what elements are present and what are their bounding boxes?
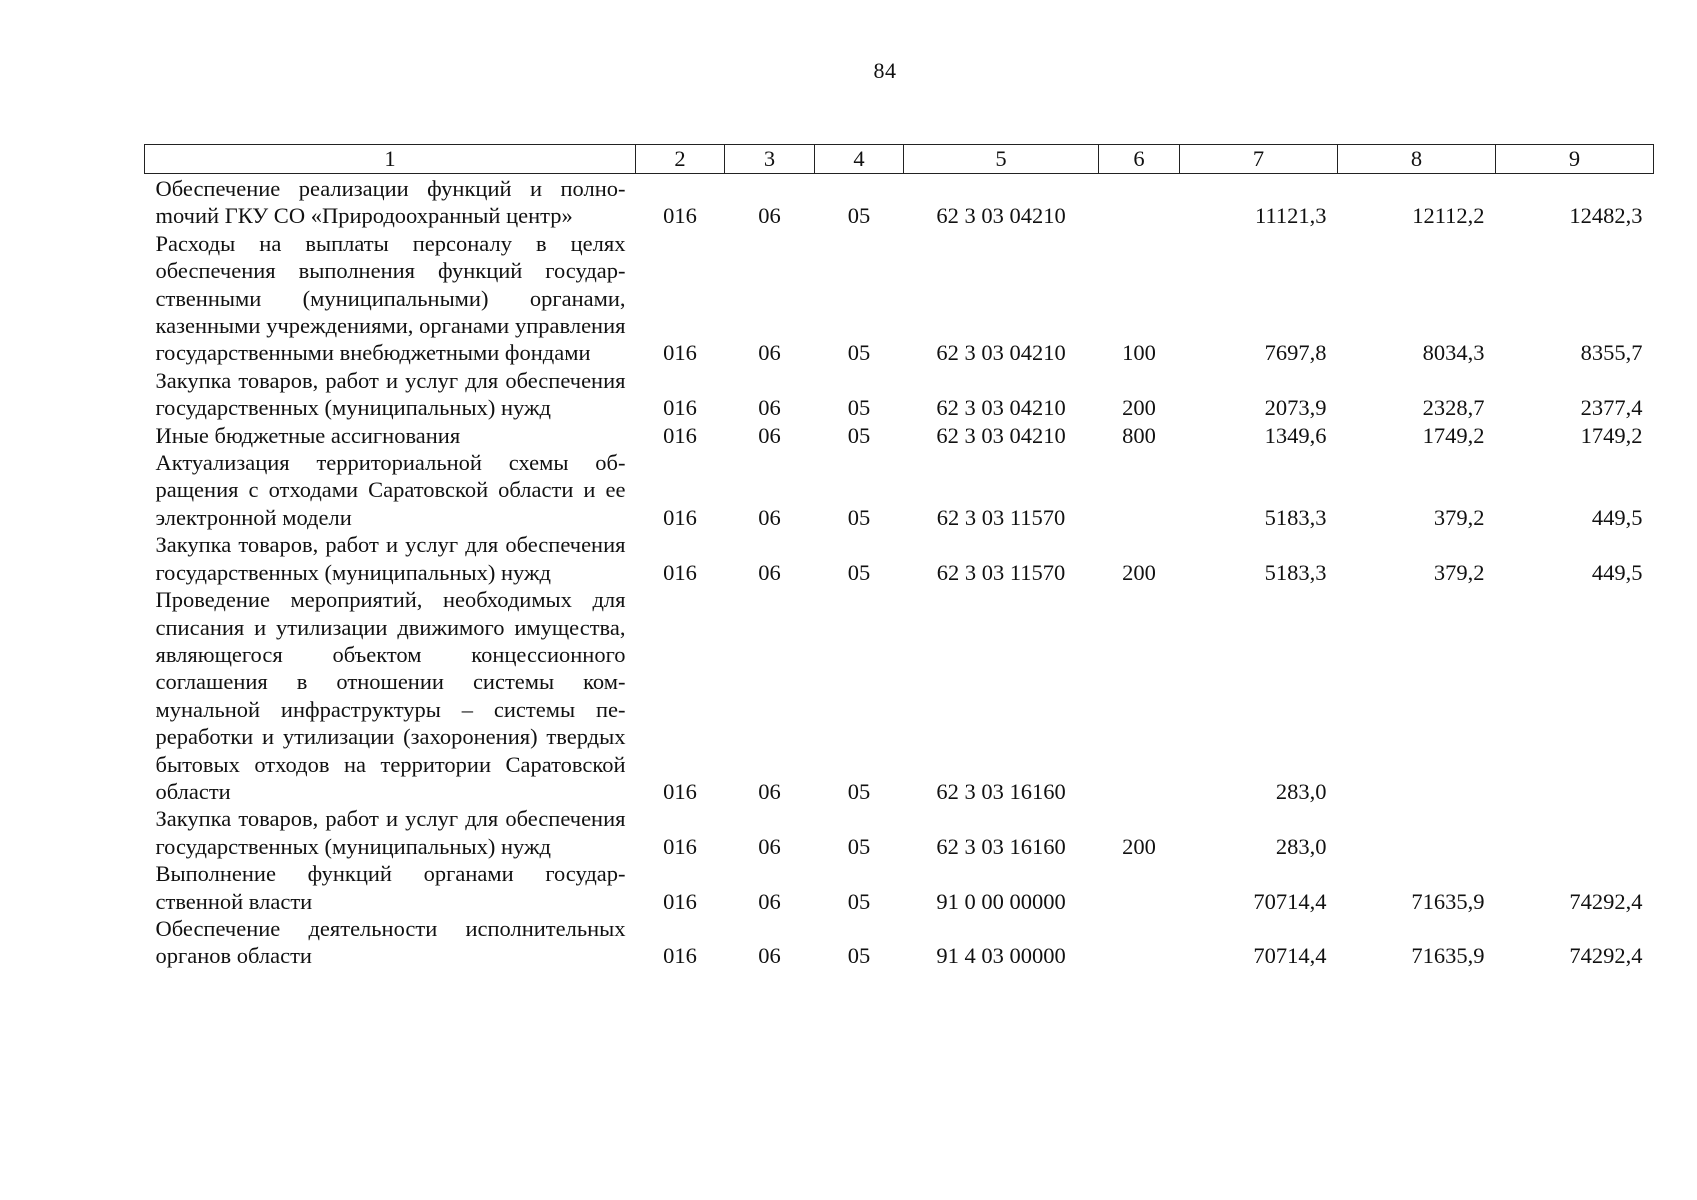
column-header: 6: [1099, 145, 1180, 174]
cell-target-code: 62 3 03 04210: [936, 203, 1066, 229]
cell-expense-type: 200: [1122, 395, 1156, 421]
cell-amount-col8: [1338, 805, 1496, 860]
cell-amount-col8: [1338, 586, 1496, 805]
cell-ministry-code: 016: [663, 422, 697, 448]
cell-target-code: 91 4 03 00000: [936, 943, 1066, 969]
cell-amount-col7: 11121,3: [1255, 203, 1327, 229]
cell-amount-col7: 70714,4: [1253, 888, 1327, 914]
column-header: 1: [145, 145, 636, 174]
cell-amount-col8: 379,2: [1433, 559, 1485, 585]
item-name: Обеспечение деятельности исполнительных органов области: [155, 915, 626, 969]
cell-target-code: 62 3 03 04210: [936, 395, 1066, 421]
column-header: 4: [815, 145, 904, 174]
cell-amount-col7: 283,0: [1275, 778, 1327, 804]
cell-subsection-code: 05: [847, 888, 871, 914]
cell-subsection-code: 05: [847, 395, 871, 421]
cell-section-code: 06: [758, 559, 781, 585]
cell-amount-col7: 5183,3: [1264, 559, 1327, 585]
table-row: [145, 860, 1654, 915]
table-row: [145, 586, 1654, 805]
cell-amount-col9: 8355,7: [1580, 340, 1643, 366]
cell-amount-col9: 12482,3: [1569, 203, 1643, 229]
cell-ministry-code: 016: [663, 943, 697, 969]
cell-expense-type: 100: [1122, 340, 1156, 366]
cell-amount-col9: 2377,4: [1580, 395, 1643, 421]
cell-ministry-code: 016: [663, 559, 697, 585]
table-row: [145, 367, 1654, 422]
cell-expense-type: 200: [1122, 559, 1156, 585]
cell-expense-type: [1099, 860, 1180, 915]
item-name: Иные бюджетные ассигнования: [155, 422, 461, 448]
item-name: Проведение мероприятий, необходимых для списания и утилизации движимого имущества, являющегося объектом концессионного соглашения в отношении системы коммунальной инфраструктуры – системы переработки и утилизации (захоронения) твердых бытовых отходов на территории Саратовской области: [155, 587, 626, 804]
cell-subsection-code: 05: [847, 203, 871, 229]
cell-section-code: 06: [758, 395, 781, 421]
cell-target-code: 91 0 00 00000: [936, 888, 1066, 914]
cell-amount-col9: [1496, 805, 1654, 860]
cell-section-code: 06: [758, 943, 781, 969]
cell-section-code: 06: [758, 833, 781, 859]
cell-target-code: 62 3 03 04210: [936, 340, 1066, 366]
cell-section-code: 06: [758, 504, 781, 530]
cell-amount-col7: 2073,9: [1264, 395, 1327, 421]
cell-subsection-code: 05: [847, 504, 871, 530]
cell-expense-type: [1099, 586, 1180, 805]
cell-expense-type: 200: [1122, 833, 1156, 859]
cell-ministry-code: 016: [663, 833, 697, 859]
column-header: 7: [1180, 145, 1338, 174]
cell-target-code: 62 3 03 11570: [936, 559, 1066, 585]
page-number: 84: [873, 58, 897, 83]
cell-target-code: 62 3 03 04210: [936, 422, 1066, 448]
cell-amount-col7: 283,0: [1275, 833, 1327, 859]
item-name: Закупка товаров, работ и услуг для обеспечения государственных (муниципальных) нужд: [155, 532, 626, 585]
cell-amount-col8: 2328,7: [1422, 395, 1485, 421]
cell-section-code: 06: [758, 888, 781, 914]
cell-amount-col7: 70714,4: [1253, 943, 1327, 969]
cell-expense-type: 800: [1122, 422, 1156, 448]
cell-amount-col9: 449,5: [1591, 559, 1643, 585]
cell-amount-col7: 7697,8: [1264, 340, 1327, 366]
table-row: [145, 449, 1654, 531]
cell-section-code: 06: [758, 340, 781, 366]
item-name: Закупка товаров, работ и услуг для обеспечения государственных (муниципальных) нужд: [155, 367, 626, 421]
cell-amount-col8: 71635,9: [1411, 888, 1485, 914]
cell-subsection-code: 05: [847, 422, 871, 448]
cell-target-code: 62 3 03 16160: [936, 833, 1066, 859]
table-row: [145, 230, 1654, 367]
cell-target-code: 62 3 03 11570: [936, 504, 1066, 530]
table-row: [145, 805, 1654, 860]
budget-table: [144, 144, 1654, 970]
cell-subsection-code: 05: [847, 559, 871, 585]
cell-amount-col9: 1749,2: [1580, 422, 1643, 448]
cell-ministry-code: 016: [663, 203, 697, 229]
column-header: 2: [636, 145, 725, 174]
cell-amount-col9: 74292,4: [1569, 888, 1643, 914]
cell-subsection-code: 05: [847, 340, 871, 366]
cell-subsection-code: 05: [847, 833, 871, 859]
table-row: [145, 915, 1654, 970]
column-header: 3: [725, 145, 815, 174]
cell-expense-type: [1099, 449, 1180, 531]
cell-subsection-code: 05: [847, 778, 871, 804]
column-header: 8: [1338, 145, 1496, 174]
cell-amount-col7: 5183,3: [1264, 504, 1327, 530]
cell-amount-col8: 12112,2: [1412, 203, 1485, 229]
cell-amount-col7: 1349,6: [1264, 422, 1327, 448]
cell-section-code: 06: [758, 422, 781, 448]
table-row: [145, 531, 1654, 586]
cell-subsection-code: 05: [847, 943, 871, 969]
cell-expense-type: [1099, 174, 1180, 230]
item-name: Обеспечение реализации функций и полноmочий ГКУ СО «Природоохранный центр»: [155, 176, 626, 229]
cell-section-code: 06: [758, 203, 781, 229]
cell-amount-col8: 8034,3: [1422, 340, 1485, 366]
cell-amount-col8: 1749,2: [1422, 422, 1485, 448]
column-header: 5: [904, 145, 1099, 174]
cell-expense-type: [1099, 915, 1180, 970]
cell-ministry-code: 016: [663, 504, 697, 530]
cell-section-code: 06: [758, 778, 781, 804]
column-header: 9: [1496, 145, 1654, 174]
cell-amount-col9: 449,5: [1591, 504, 1643, 530]
cell-ministry-code: 016: [663, 395, 697, 421]
item-name: Актуализация территориальной схемы обращения с отходами Саратовской области и ее электронной модели: [155, 450, 626, 530]
item-name: Расходы на выплаты персоналу в целях обеспечения выполнения функций государственными (муниципальными) органами, казенными учреждениями, органами управления государственными внебюджетными фондами: [155, 230, 626, 366]
table-header-row: [145, 145, 1654, 174]
cell-ministry-code: 016: [663, 888, 697, 914]
item-name: Закупка товаров, работ и услуг для обеспечения государственных (муниципальных) нужд: [155, 806, 626, 859]
cell-ministry-code: 016: [663, 340, 697, 366]
cell-amount-col9: 74292,4: [1569, 943, 1643, 969]
table-row: [145, 174, 1654, 230]
cell-amount-col9: [1496, 586, 1654, 805]
cell-amount-col8: 379,2: [1433, 504, 1485, 530]
cell-ministry-code: 016: [663, 778, 697, 804]
item-name: Выполнение функций органами государственной власти: [155, 861, 626, 914]
cell-amount-col8: 71635,9: [1411, 943, 1485, 969]
table-row: [145, 422, 1654, 449]
cell-target-code: 62 3 03 16160: [936, 778, 1066, 804]
